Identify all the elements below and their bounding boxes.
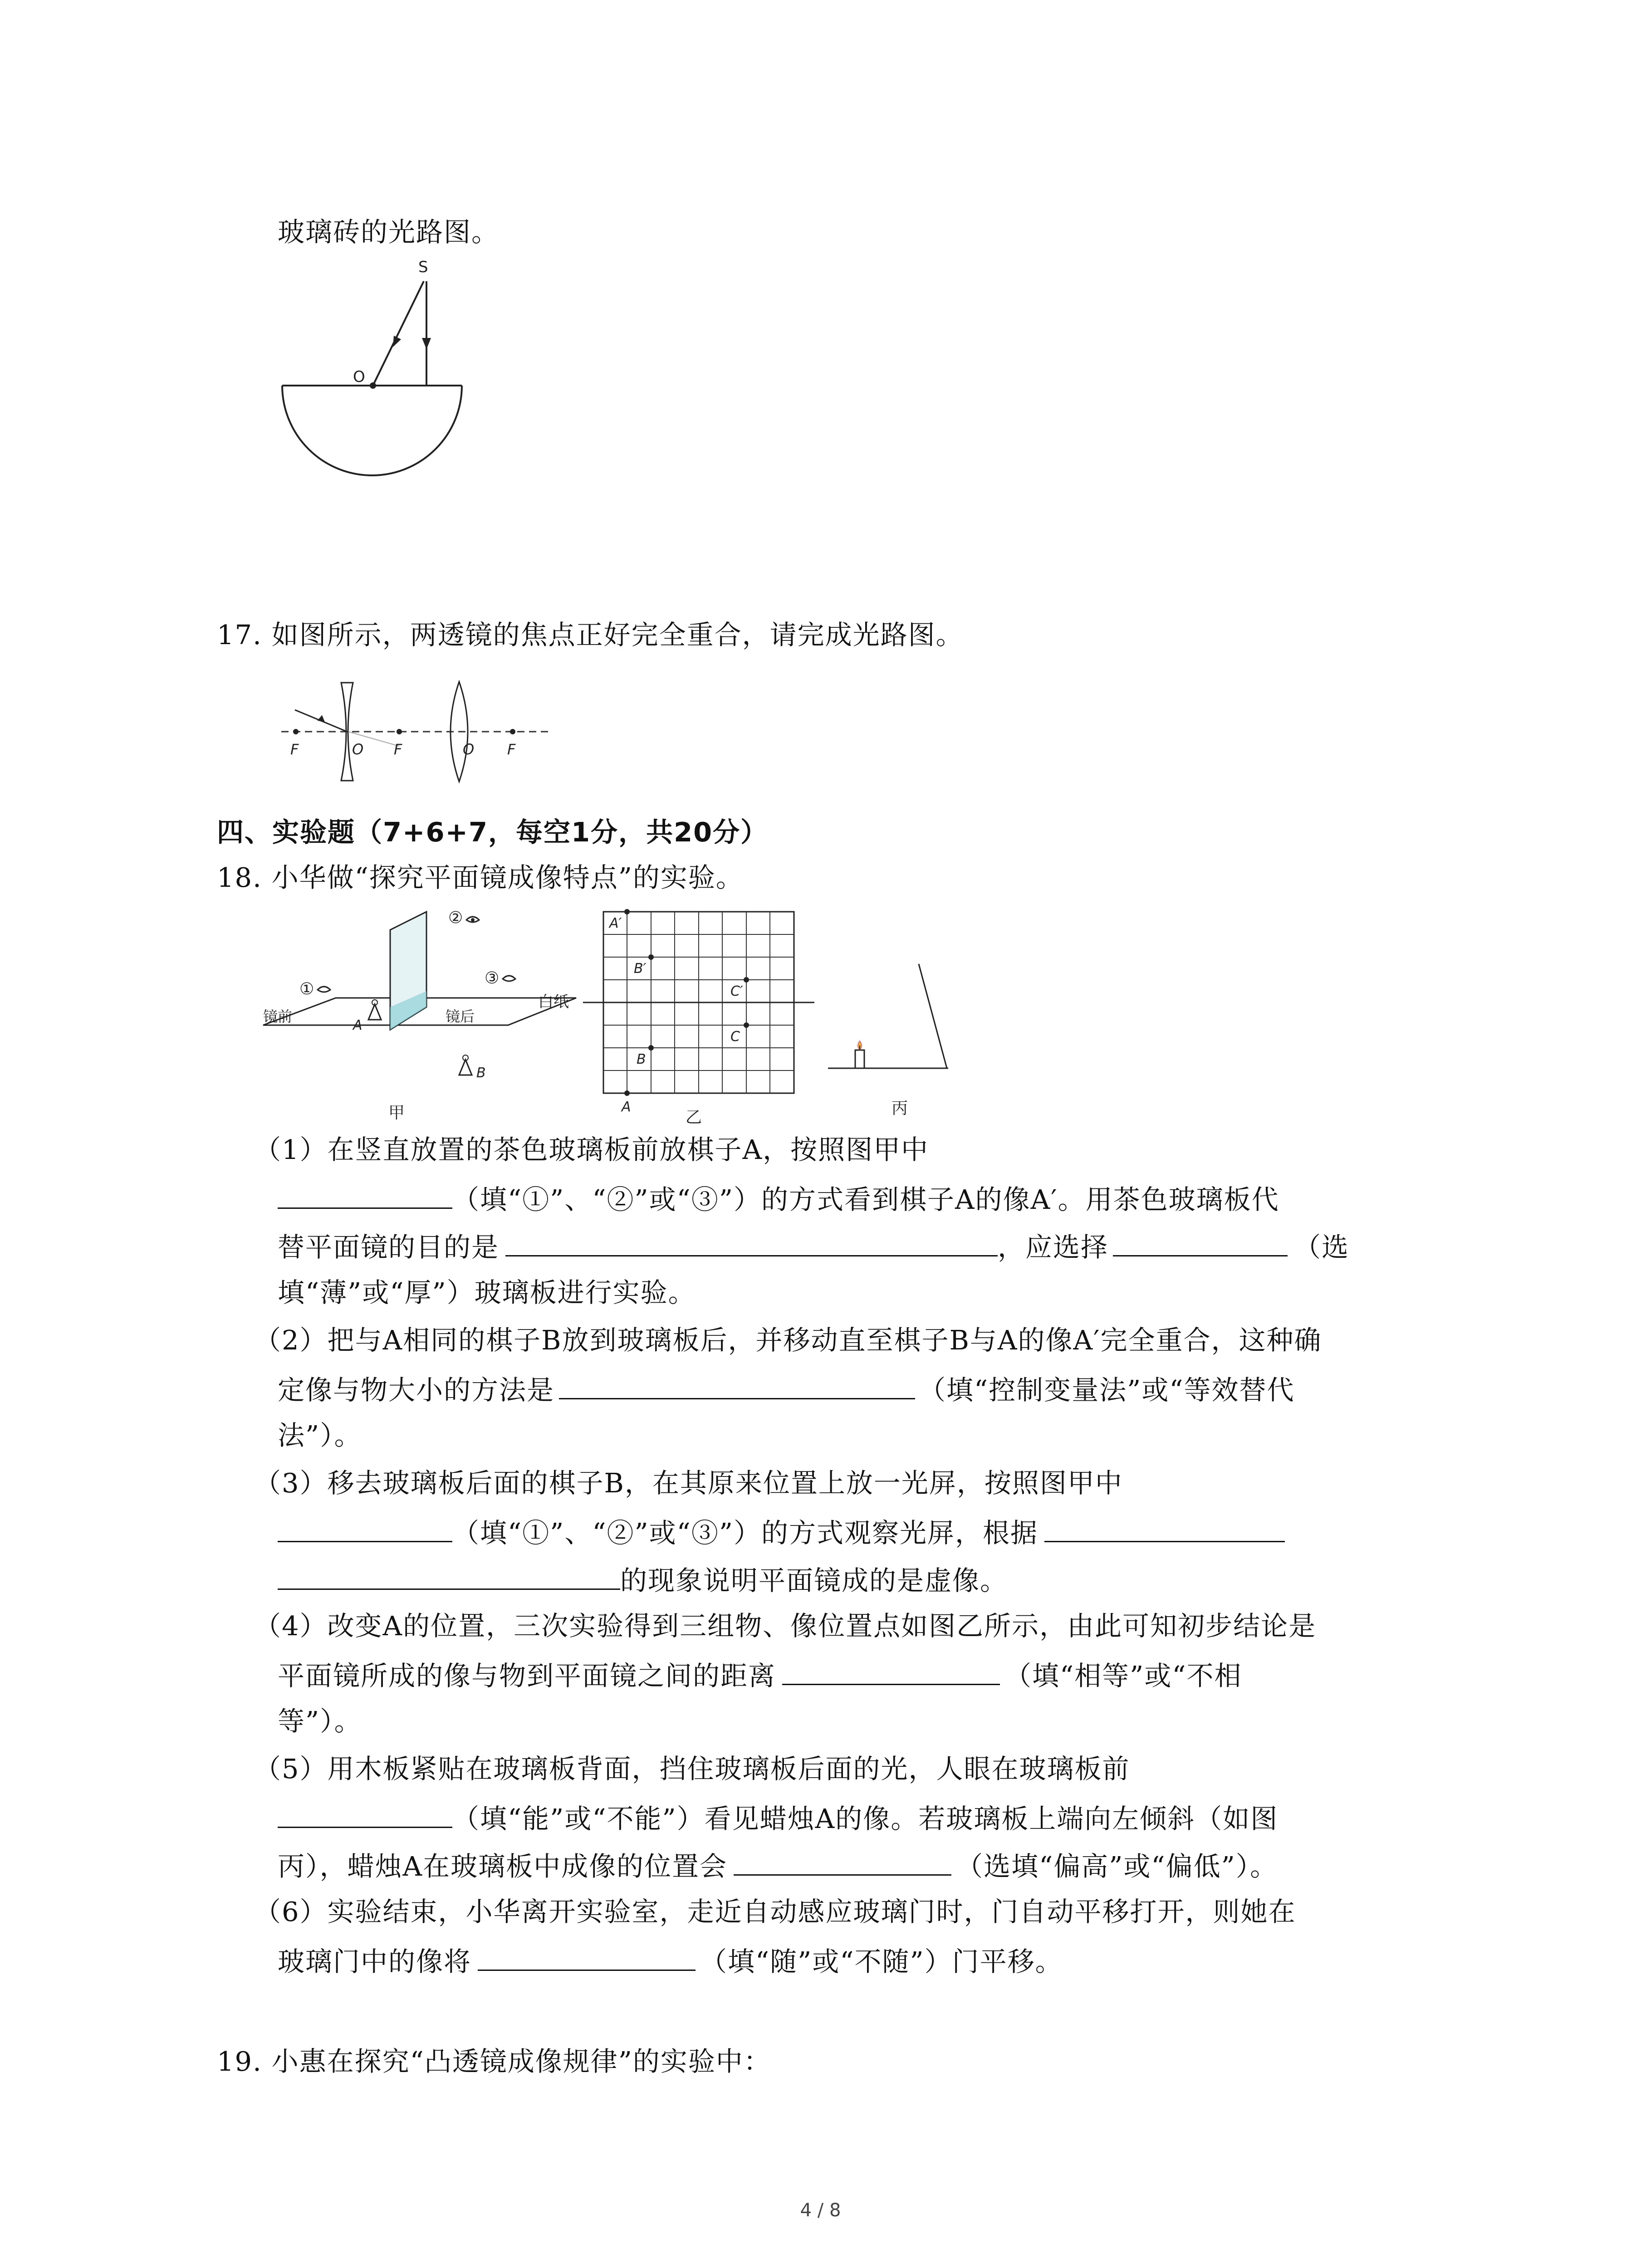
figure-jia-caption: 甲 [388,1104,405,1122]
q18-p5-line2: （填“能”或“不能”）看见蜡烛A的像。若玻璃板上端向左倾斜（如图 [278,1799,1278,1837]
figure-bing [828,959,1000,1150]
q18-p2-line1: （2）把与A相同的棋子B放到玻璃板后，并移动直至棋子B与A的像A′完全重合，这种确 [254,1325,1322,1356]
q19-stem: 19. 小惠在探究“凸透镜成像规律”的实验中： [217,2046,771,2077]
label-o-concave: O [352,741,364,758]
q18-p3-line3: 的现象说明平面镜成的是虚像。 [278,1560,1008,1599]
answer-blank-5[interactable] [278,1513,452,1542]
answer-blank-8[interactable] [278,1799,452,1828]
label-f-right: F [507,741,516,758]
semicircle-glass-diagram [272,254,508,490]
q17-stem: 17. 如图所示，两透镜的焦点正好完全重合，请完成光路图。 [217,619,964,650]
q18-p1-line2: （填“①”、“②”或“③”）的方式看到棋子A的像A′。用茶色玻璃板代 [278,1179,1279,1218]
label-s: S [418,258,428,276]
q18-p4-line1: （4）改变A的位置，三次实验得到三组物、像位置点如图乙所示，由此可知初步结论是 [254,1610,1317,1642]
paper-label: 白纸 [538,993,569,1011]
eye-2-label: ② [448,909,463,927]
label-f-middle: F [394,741,402,758]
label-f-left: F [290,741,299,758]
front-label: 镜前 [263,1008,293,1025]
q18-p4-line2: 平面镜所成的像与物到平面镜之间的距离 （填“相等”或“不相 [278,1656,1242,1694]
page-number: 4 / 8 [800,2200,841,2221]
label-o-convex: O [463,741,475,758]
answer-blank-2[interactable] [505,1227,998,1256]
answer-blank-1[interactable] [278,1179,452,1209]
b-label: B [637,1051,646,1067]
answer-blank-10[interactable] [478,1941,696,1971]
q18-p6-line2: 玻璃门中的像将 （填“随”或“不随”）门平移。 [278,1941,1063,1980]
chess-a-label: A [353,1017,362,1033]
answer-blank-7[interactable] [782,1656,1000,1685]
q18-p4-line3: 等”）。 [278,1706,362,1737]
a-label: A [622,1099,631,1115]
q18-p1-line3: 替平面镜的目的是 ，应选择 （选 [278,1227,1349,1266]
a-prime-label: A′ [609,915,622,931]
section-heading: 四、实验题（7+6+7，每空1分，共20分） [217,816,769,848]
figure-bing-caption: 丙 [892,1099,908,1118]
label-o: O [353,368,365,386]
figure-jia [254,903,585,1129]
figure-yi [583,905,828,1141]
chess-b-label: B [476,1065,486,1081]
figure-yi-caption: 乙 [686,1108,702,1127]
b-prime-label: B′ [634,961,647,977]
q18-p6-line1: （6）实验结束，小华离开实验室，走近自动感应玻璃门时，门自动平移打开，则她在 [254,1896,1296,1927]
answer-blank-4[interactable] [559,1370,915,1399]
q18-p5-line3: 丙），蜡烛A在玻璃板中成像的位置会 （选填“偏高”或“偏低”）。 [278,1846,1278,1885]
q18-p3-line1: （3）移去玻璃板后面的棋子B，在其原来位置上放一光屏，按照图甲中 [254,1467,1123,1499]
two-lens-diagram [277,655,558,792]
q18-p2-line3: 法”）。 [278,1420,362,1451]
eye-3-label: ③ [485,969,500,987]
q18-p2-line2: 定像与物大小的方法是 （填“控制变量法”或“等效替代 [278,1370,1295,1408]
answer-blank-3[interactable] [1113,1227,1288,1256]
q18-stem: 18. 小华做“探究平面镜成像特点”的实验。 [217,862,744,893]
c-label: C [730,1029,740,1045]
q18-p3-line2: （填“①”、“②”或“③”）的方式观察光屏，根据 [278,1513,1285,1551]
back-label: 镜后 [446,1008,475,1025]
answer-blank-9[interactable] [734,1846,951,1876]
c-prime-label: C′ [730,983,743,999]
eye-1-label: ① [299,980,314,998]
q18-p1-line1: （1）在竖直放置的茶色玻璃板前放棋子A，按照图甲中 [254,1134,929,1165]
q18-p1-line4: 填“薄”或“厚”）玻璃板进行实验。 [278,1277,696,1308]
q18-p5-line1: （5）用木板紧贴在玻璃板背面，挡住玻璃板后面的光，人眼在玻璃板前 [254,1753,1130,1784]
fig16-caption: 玻璃砖的光路图。 [278,216,500,248]
answer-blank-6[interactable] [1044,1513,1285,1542]
